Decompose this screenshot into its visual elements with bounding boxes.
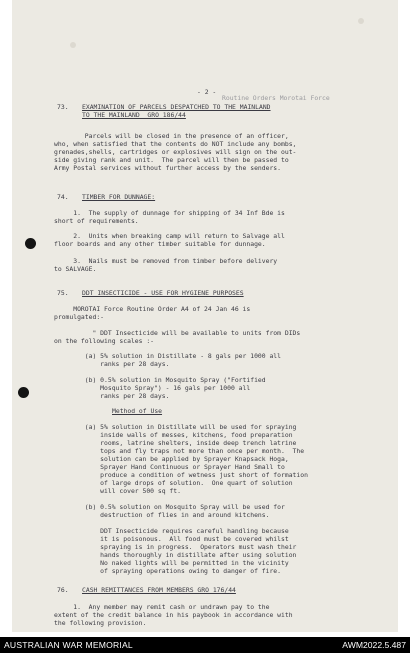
document-page bbox=[12, 0, 398, 632]
section-73-body-line: grenades,shells, cartridges or explosives will sign on the out- bbox=[54, 148, 297, 156]
paper-mark bbox=[358, 18, 364, 24]
section-73-title-line2: TO THE MAINLAND GRO 186/44 bbox=[82, 111, 186, 119]
page-number: - 2 - bbox=[197, 88, 217, 96]
method-line: spraying is in progress. Operators must wash their bbox=[54, 543, 297, 551]
section-75-number: 75. bbox=[57, 289, 69, 297]
method-line: rooms, latrine shelters, inside deep trench latrine bbox=[54, 439, 297, 447]
section-76-body-line: the following provision. bbox=[54, 619, 147, 627]
faint-header: Routine Orders Morotai Force bbox=[222, 94, 330, 102]
scale-line: (a) 5% solution in Distillate - 8 gals per 1000 all bbox=[54, 352, 282, 360]
scale-line: Mosquito Spray") - 16 gals per 1000 all bbox=[54, 384, 251, 392]
section-75-intro-line: " DDT Insecticide will be available to units from DIDs bbox=[54, 329, 301, 337]
section-76-body-line: extent of the credit balance in his paybook in accordance with bbox=[54, 611, 293, 619]
method-line: inside walls of messes, kitchens, food preparation bbox=[54, 431, 293, 439]
section-73-body-line: who, when satisfied that the contents do NOT include any bombs, bbox=[54, 140, 297, 148]
punch-hole-top bbox=[25, 238, 36, 249]
method-line: will cover 500 sq ft. bbox=[54, 487, 181, 495]
section-75-intro-line: promulgated:- bbox=[54, 313, 105, 321]
method-line: it is poisonous. All food must be covered whilst bbox=[54, 535, 289, 543]
method-line: produce a condition of wetness just short of formation bbox=[54, 471, 308, 479]
section-73-body-line: side giving rank and unit. The parcel will then be passed to bbox=[54, 156, 289, 164]
section-74-body-line: short of requirements. bbox=[54, 217, 139, 225]
footer-institution: AUSTRALIAN WAR MEMORIAL bbox=[4, 640, 133, 650]
section-74-body-line: 2. Units when breaking camp will return to Salvage all bbox=[54, 232, 285, 240]
method-line: No naked lights will be permitted in the vicinity bbox=[54, 559, 289, 567]
method-line: of large drops of solution. One quart of solution bbox=[54, 479, 293, 487]
archive-footer-bar bbox=[0, 637, 410, 653]
section-75-title: DDT INSECTICIDE - USE FOR HYGIENE PURPOSES bbox=[82, 289, 244, 297]
section-74-body-line: 1. The supply of dunnage for shipping of 34 Inf Bde is bbox=[54, 209, 285, 217]
section-76-title: CASH REMITTANCES FROM MEMBERS GRO 176/44 bbox=[82, 586, 236, 594]
method-line: tops and fly traps not more than once per month. The bbox=[54, 447, 305, 455]
method-line: (a) 5% solution in Distillate will be used for spraying bbox=[54, 423, 297, 431]
method-line: Sprayer Hand Continuous or Sprayer Hand Small to bbox=[54, 463, 285, 471]
section-75-intro-line: on the following scales :- bbox=[54, 337, 155, 345]
paper-mark bbox=[70, 42, 76, 48]
footer-accession-number: AWM2022.5.487 bbox=[342, 640, 406, 650]
method-line: of spraying operations owing to danger of fire. bbox=[54, 567, 282, 575]
method-line: solution can be applied by Sprayer Knapsack Hoga, bbox=[54, 455, 289, 463]
method-line: hands thoroughly in distillate after using solution bbox=[54, 551, 297, 559]
section-74-body-line: to SALVAGE. bbox=[54, 265, 97, 273]
section-73-number: 73. bbox=[57, 103, 69, 111]
method-line: (b) 0.5% solution on Mosquito Spray will be used for bbox=[54, 503, 285, 511]
method-line: DDT Insecticide requires careful handling because bbox=[54, 527, 289, 535]
section-74-body-line: 3. Nails must be removed from timber before delivery bbox=[54, 257, 278, 265]
section-73-title: EXAMINATION OF PARCELS DESPATCHED TO THE MAINLAND bbox=[82, 103, 271, 111]
section-75-intro-line: MOROTAI Force Routine Order A4 of 24 Jan 46 is bbox=[54, 305, 251, 313]
section-73-body-line: Army Postal services without further access by the senders. bbox=[54, 164, 282, 172]
section-74-number: 74. bbox=[57, 193, 69, 201]
scale-line: (b) 0.5% solution in Mosquito Spray ("Fortified bbox=[54, 376, 266, 384]
section-74-body-line: floor boards and any other timber suitable for dunnage. bbox=[54, 240, 266, 248]
scale-line: ranks per 28 days. bbox=[54, 360, 170, 368]
section-73-body-line: Parcels will be closed in the presence of an officer, bbox=[54, 132, 289, 140]
method-line: destruction of flies in and around kitchens. bbox=[54, 511, 270, 519]
method-of-use-heading: Method of Use bbox=[112, 407, 163, 415]
punch-hole-bottom bbox=[18, 387, 29, 398]
section-76-number: 76. bbox=[57, 586, 69, 594]
scale-line: ranks per 28 days. bbox=[54, 392, 170, 400]
section-76-body-line: 1. Any member may remit cash or undrawn pay to the bbox=[54, 603, 270, 611]
section-74-title: TIMBER FOR DUNNAGE: bbox=[82, 193, 156, 201]
